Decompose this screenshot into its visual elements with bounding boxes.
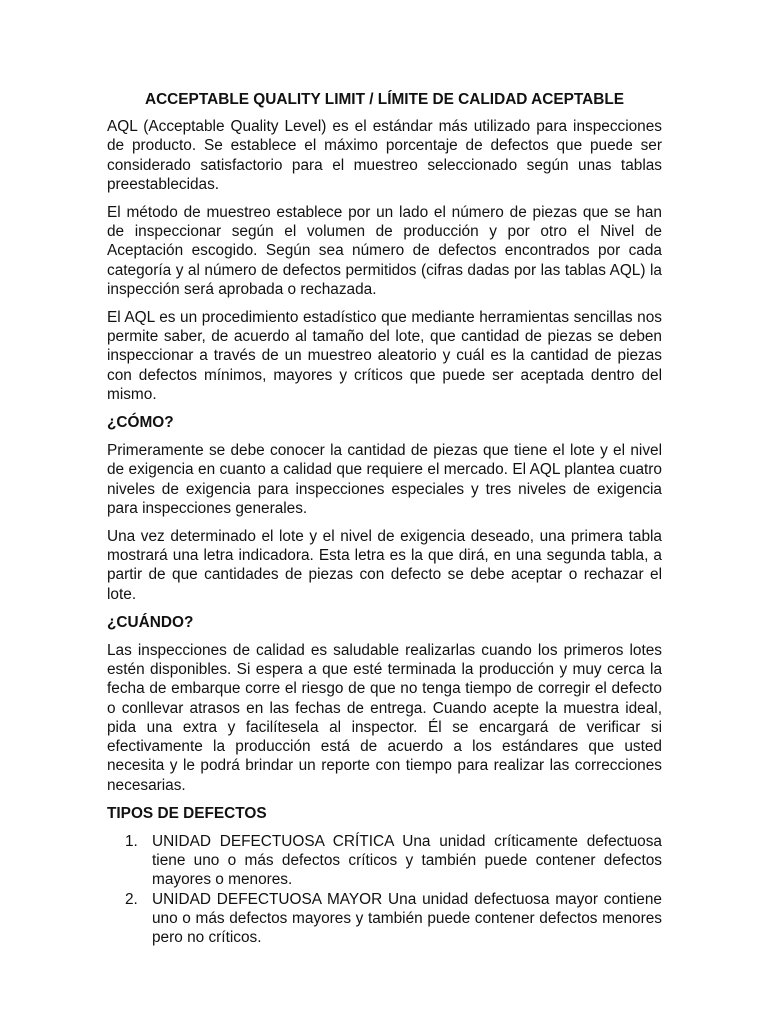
como-paragraph-1: Primeramente se debe conocer la cantidad de piezas que tiene el lote y el nivel de exigencia en cuanto a calidad que requiere el mercado. El AQL plantea cuatro niveles de exigencia para inspecciones especiales y tres niveles de exigencia para inspecciones generales. [107, 442, 662, 517]
section-heading-como: ¿CÓMO? [107, 414, 174, 432]
list-item-text: UNIDAD DEFECTUOSA MAYOR Una unidad defectuosa mayor contiene uno o más defectos mayores y también puede contener defectos menores pero no críticos. [152, 890, 662, 946]
list-item [125, 890, 662, 948]
list-item [125, 832, 662, 890]
intro-paragraph-aql-definition: AQL (Acceptable Quality Level) es el estándar más utilizado para inspecciones de producto. Se establece el máximo porcentaje de defectos que puede ser considerado satisfactorio para el muestreo seleccionado según unas tablas preestablecidas. [107, 118, 662, 193]
intro-paragraph-statistical-procedure: El AQL es un procedimiento estadístico que mediante herramientas sencillas nos permite saber, de acuerdo al tamaño del lote, que cantidad de piezas se deben inspeccionar a través de un muestreo aleatorio y cuál es la cantidad de piezas con defectos mínimos, mayores y críticos que puede ser aceptada dentro del mismo. [107, 309, 662, 403]
como-paragraph-2: Una vez determinado el lote y el nivel de exigencia deseado, una primera tabla mostrará una letra indicadora. Esta letra es la que dirá, en una segunda tabla, a partir de que cantidades de piezas con defecto se debe aceptar o rechazar el lote. [107, 528, 662, 603]
section-heading-tipos-de-defectos: TIPOS DE DEFECTOS [107, 804, 267, 822]
document-title: ACCEPTABLE QUALITY LIMIT / LÍMITE DE CALIDAD ACEPTABLE [144, 91, 625, 108]
cuando-paragraph: Las inspecciones de calidad es saludable realizarlas cuando los primeros lotes estén disponibles. Si espera a que esté terminada la producción y muy cerca la fecha de embarque corre el riesgo de que no tenga tiempo de corregir el defecto o conllevar atrasos en las fechas de entrega. Cuando acepte la muestra ideal, pida una extra y facilítesela al inspector. Él se encargará de verificar si efectivamente la producción está de acuerdo a los estándares que usted necesita y le podrá brindar un reporte con tiempo para realizar las correcciones necesarias. [107, 642, 662, 794]
section-heading-cuando: ¿CUÁNDO? [107, 613, 194, 631]
defect-types-list [107, 832, 662, 947]
list-item-number: 2. [125, 890, 138, 908]
list-item-text: UNIDAD DEFECTUOSA CRÍTICA Una unidad críticamente defectuosa tiene uno o más defectos críticos y también puede contener defectos mayores o menores. [152, 832, 662, 889]
intro-paragraph-sampling-method: El método de muestreo establece por un lado el número de piezas que se han de inspeccionar según el volumen de producción y por otro el Nivel de Aceptación escogido. Según sea número de defectos encontrados por cada categoría y al número de defectos permitidos (cifras dadas por las tablas AQL) la inspección será aprobada o rechazada. [107, 204, 662, 298]
document-page [107, 90, 662, 947]
list-item-number: 1. [125, 832, 138, 850]
